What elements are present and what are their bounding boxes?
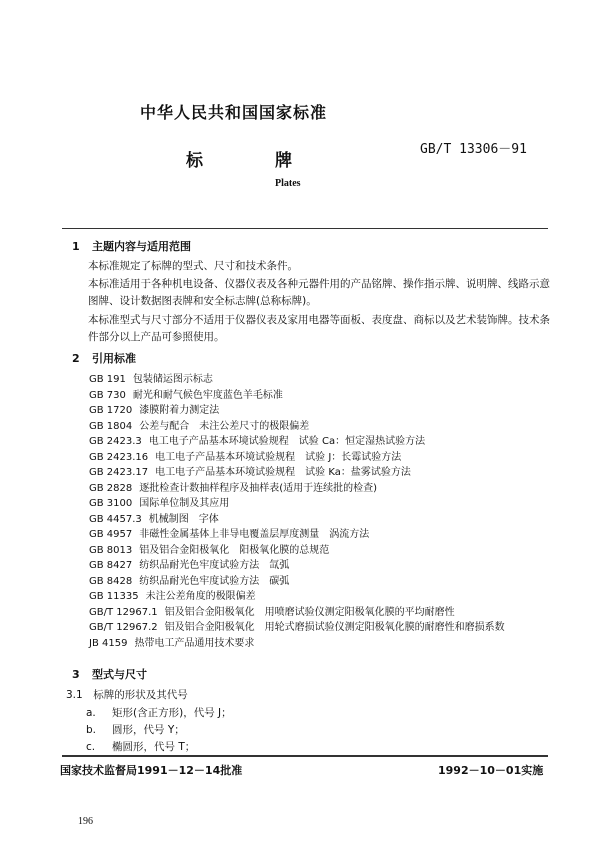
section-1-paragraph-1	[62, 258, 550, 275]
reference-code: JB 4159	[89, 637, 128, 649]
section-1-paragraph-3	[62, 312, 550, 346]
section-3-heading	[72, 666, 147, 682]
item-text: 椭圆形，代号 T；	[112, 741, 196, 753]
reference-item	[89, 465, 505, 481]
reference-title: 国际单位制及其应用	[139, 498, 230, 509]
reference-title: 电工电子产品基本环境试验规程 试验 J：长霉试验方法	[155, 451, 402, 463]
reference-title: 电工电子产品基本环境试验规程 试验 Ka：盐雾试验方法	[155, 467, 411, 478]
reference-item	[89, 558, 505, 574]
reference-code: GB 3100	[89, 498, 133, 509]
section-1-number: 1	[72, 240, 80, 253]
reference-title: 纺织品耐光色牢度试验方法 氙弧	[139, 560, 290, 571]
reference-code: GB/T 12967.2	[89, 622, 158, 633]
section-2-heading	[72, 350, 136, 366]
reference-title: 公差与配合 未注公差尺寸的极限偏差	[139, 420, 310, 432]
reference-code: GB 730	[89, 389, 126, 401]
title-char-2: 牌	[275, 151, 292, 171]
reference-code: GB 8013	[89, 544, 133, 556]
section-1-title: 主题内容与适用范围	[92, 240, 191, 253]
header-divider	[62, 228, 548, 229]
reference-title: 未注公差角度的极限偏差	[145, 591, 256, 602]
reference-item	[89, 527, 505, 543]
reference-code: GB 2423.3	[89, 436, 142, 447]
reference-title: 机械制图 字体	[148, 513, 219, 525]
reference-title: 非磁性金属基体上非导电覆盖层厚度测量 涡流方法	[139, 529, 370, 540]
reference-item	[89, 496, 505, 512]
reference-code: GB 191	[89, 374, 126, 385]
paragraph-text: 本标准规定了标牌的型式、尺寸和技术条件。	[88, 260, 298, 272]
reference-item	[89, 434, 505, 450]
reference-item	[89, 481, 505, 497]
reference-title: 热带电工产品通用技术要求	[134, 637, 255, 649]
implementation-date: 1992－10－01实施	[438, 764, 544, 777]
subsection-title: 标牌的形状及其代号	[93, 689, 188, 701]
reference-title: 逐批检查计数抽样程序及抽样表(适用于连续批的检查)	[139, 482, 378, 494]
item-text: 矩形(含正方形)，代号 J；	[112, 707, 232, 719]
reference-title: 铝及铝合金阳极氧化 用轮式磨损试验仪测定阳极氧化膜的耐磨性和磨损系数	[164, 622, 505, 633]
paragraph-text: 本标准适用于各种机电设备、仪器仪表及各种元器件用的产品铭牌、操作指示牌、说明牌、线路示意图牌、设计数据图表牌和安全标志牌(总称标牌)。	[88, 278, 550, 307]
reference-code: GB 4957	[89, 529, 133, 540]
section-1-paragraph-2	[62, 276, 550, 310]
footer-divider	[62, 755, 548, 757]
list-item	[86, 722, 185, 737]
reference-item	[89, 620, 505, 636]
reference-title: 铝及铝合金阳极氧化 阳极氧化膜的总规范	[139, 544, 330, 556]
reference-item	[89, 589, 505, 605]
item-text: 圆形，代号 Y；	[112, 724, 185, 736]
reference-title: 铝及铝合金阳极氧化 用喷磨试验仪测定阳极氧化膜的平均耐磨性	[164, 606, 455, 618]
section-3-title: 型式与尺寸	[92, 668, 147, 681]
section-3-number: 3	[72, 668, 80, 681]
reference-code: GB 4457.3	[89, 513, 142, 525]
reference-item	[89, 372, 505, 388]
approval-date: 国家技术监督局1991－12－14批准	[60, 764, 243, 777]
reference-item	[89, 388, 505, 404]
reference-code: GB 2423.16	[89, 451, 149, 463]
standard-code: GB/T 13306－91	[420, 142, 527, 157]
paragraph-text: 本标准型式与尺寸部分不适用于仪器仪表及家用电器等面板、表度盘、商标以及艺术装饰牌。技术条件部分以上产品可参照使用。	[88, 314, 550, 343]
item-label: c.	[86, 741, 96, 753]
reference-code: GB 2423.17	[89, 467, 149, 478]
reference-title: 漆膜附着力测定法	[139, 405, 220, 416]
reference-item	[89, 450, 505, 466]
reference-code: GB/T 12967.1	[89, 606, 158, 618]
reference-code: GB 1720	[89, 405, 133, 416]
subsection-3-1	[66, 687, 188, 702]
section-1-heading	[72, 238, 191, 254]
reference-code: GB 1804	[89, 420, 133, 432]
reference-item	[89, 403, 505, 419]
reference-item	[89, 605, 505, 621]
reference-code: GB 8428	[89, 575, 133, 587]
list-item	[86, 705, 232, 720]
reference-title: 耐光和耐气候色牢度蓝色羊毛标准	[132, 389, 283, 401]
reference-item	[89, 543, 505, 559]
reference-list	[89, 372, 505, 651]
document-title	[186, 146, 292, 171]
standard-category-title: 中华人民共和国国家标准	[140, 103, 328, 122]
reference-title: 包装储运图示标志	[132, 374, 213, 385]
section-2-number: 2	[72, 352, 80, 365]
reference-item	[89, 419, 505, 435]
reference-code: GB 2828	[89, 482, 133, 494]
reference-title: 电工电子产品基本环境试验规程 试验 Ca：恒定湿热试验方法	[148, 436, 426, 447]
reference-code: GB 8427	[89, 560, 133, 571]
item-label: b.	[86, 724, 97, 736]
title-char-1: 标	[186, 151, 203, 171]
english-title: Plates	[275, 178, 301, 189]
list-item	[86, 739, 195, 754]
reference-code: GB 11335	[89, 591, 139, 602]
reference-title: 纺织品耐光色牢度试验方法 碳弧	[139, 575, 290, 587]
section-2-title: 引用标准	[92, 352, 136, 365]
reference-item	[89, 636, 505, 652]
item-label: a.	[86, 707, 96, 719]
subsection-number: 3.1	[66, 689, 83, 701]
page-number: 196	[78, 816, 93, 827]
reference-item	[89, 512, 505, 528]
reference-item	[89, 574, 505, 590]
